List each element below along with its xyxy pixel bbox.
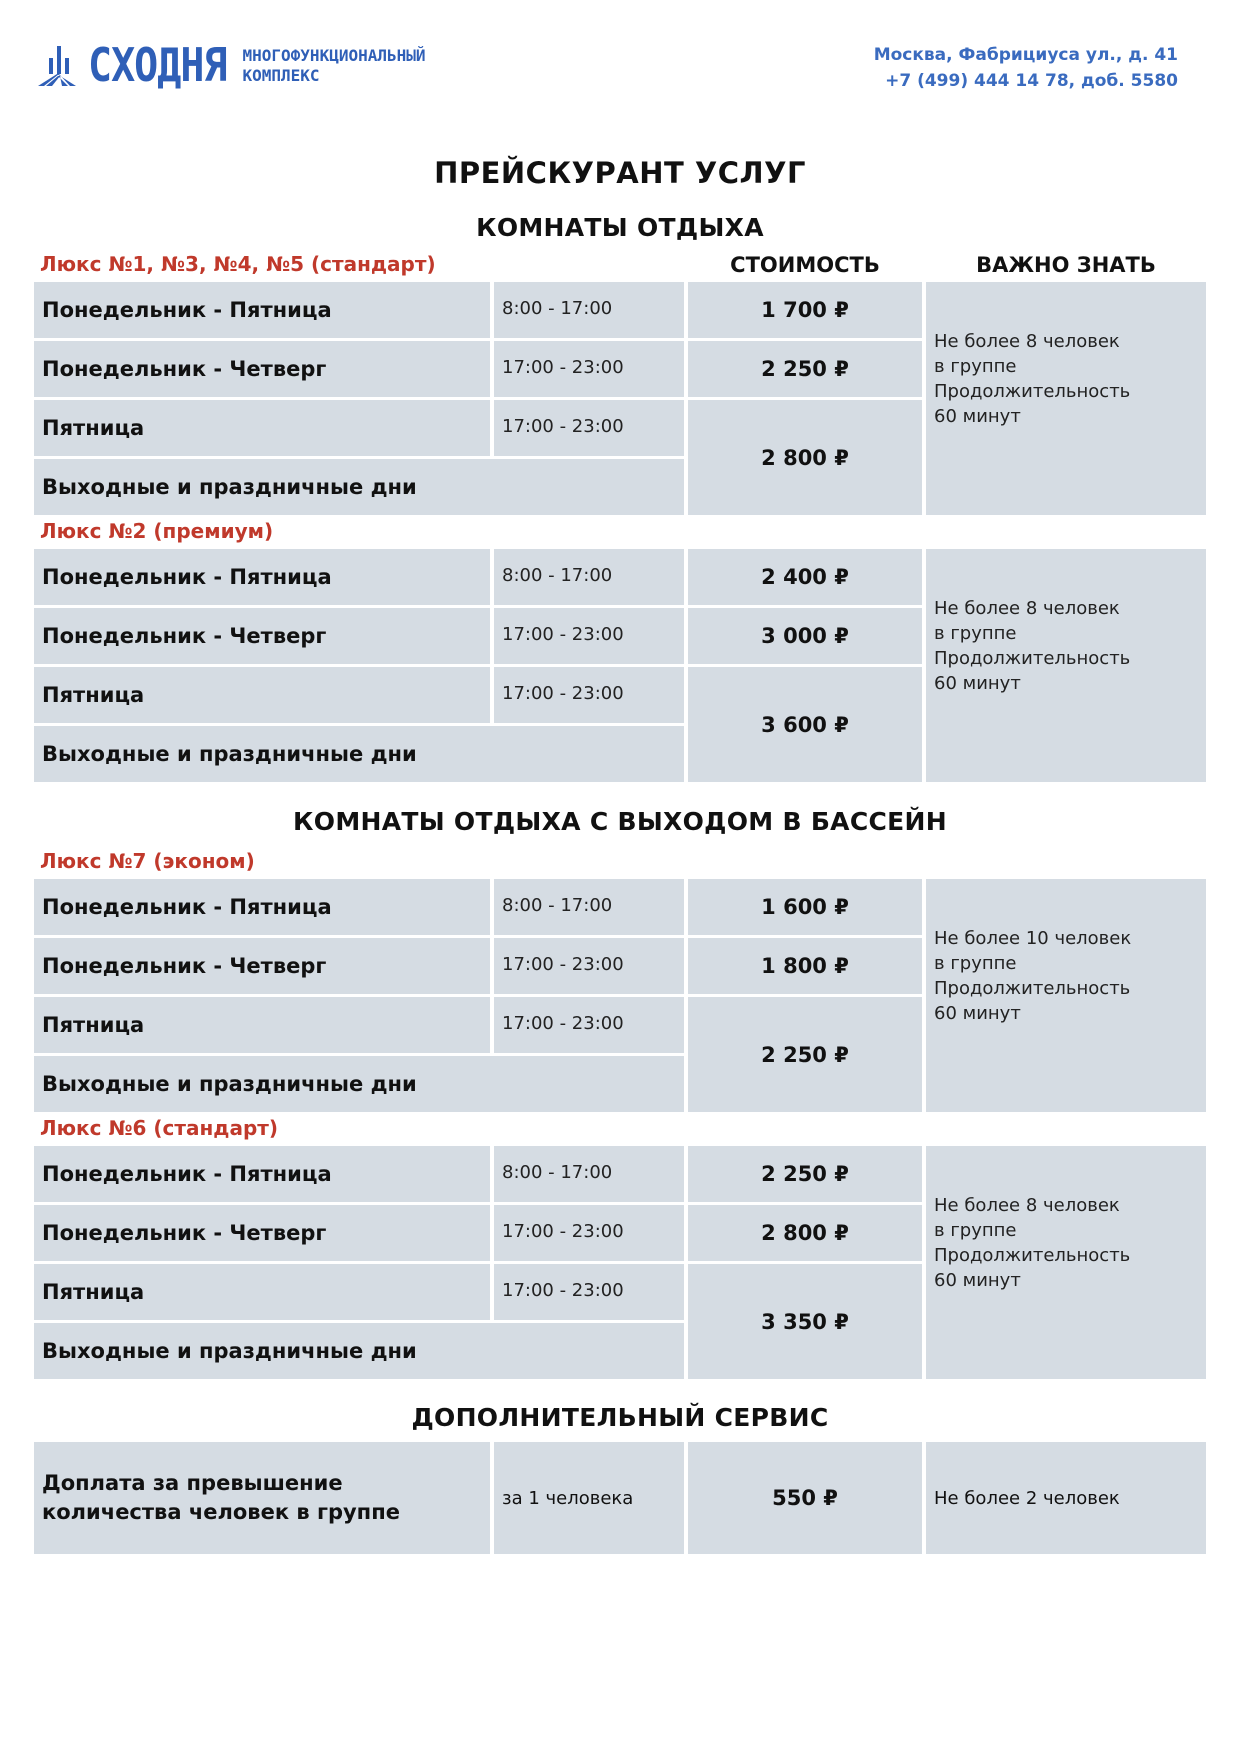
info-cell [926,282,1206,515]
day-cell: Выходные и праздничные дни [34,459,684,515]
day-cell: Понедельник - Пятница [34,1146,490,1202]
section-title-pool-rooms: КОМНАТЫ ОТДЫХА С ВЫХОДОМ В БАССЕЙН [293,807,947,836]
logo-subtitle [243,46,426,86]
price-cell: 2 250 ₽ [688,997,922,1112]
extra-service-table [34,1442,1206,1554]
time-cell: 8:00 - 17:00 [494,1146,684,1202]
extra-service-name [34,1442,490,1554]
time-cell: 17:00 - 23:00 [494,1264,684,1320]
column-header-price: СТОИМОСТЬ [730,253,880,277]
info-line: в группе [934,1219,1017,1241]
section-title-extra-service: ДОПОЛНИТЕЛЬНЫЙ СЕРВИС [411,1403,829,1432]
info-line: 60 минут [934,405,1021,427]
price-cell: 3 000 ₽ [688,608,922,664]
day-cell: Пятница [34,667,490,723]
price-cell: 2 400 ₽ [688,549,922,605]
day-cell: Понедельник - Пятница [34,549,490,605]
info-line: Продолжительность [934,1244,1131,1266]
price-table [34,282,1206,518]
time-cell: 17:00 - 23:00 [494,341,684,397]
info-line: Продолжительность [934,380,1131,402]
day-cell: Понедельник - Пятница [34,879,490,935]
suite-label: Люкс №1, №3, №4, №5 (стандарт) [40,252,436,276]
price-cell: 3 600 ₽ [688,667,922,782]
extra-service-note: Не более 2 человек [926,1442,1206,1554]
day-cell: Понедельник - Четверг [34,938,490,994]
info-cell [926,1146,1206,1379]
logo-subtitle-line2: КОМПЛЕКС [242,66,320,85]
time-cell: 17:00 - 23:00 [494,400,684,456]
day-cell: Пятница [34,400,490,456]
price-cell: 1 700 ₽ [688,282,922,338]
page-title: ПРЕЙСКУРАНТ УСЛУГ [434,156,806,190]
extra-service-price: 550 ₽ [688,1442,922,1554]
info-line: в группе [934,952,1017,974]
day-cell: Выходные и праздничные дни [34,1056,684,1112]
info-line: Не более 8 человек [934,1194,1120,1216]
day-cell: Понедельник - Пятница [34,282,490,338]
time-cell: 17:00 - 23:00 [494,938,684,994]
logo-name: СХОДНЯ [88,39,227,93]
info-cell [926,879,1206,1112]
day-cell: Понедельник - Четверг [34,341,490,397]
info-line: Не более 10 человек [934,927,1132,949]
info-line: в группе [934,622,1017,644]
time-cell: 17:00 - 23:00 [494,608,684,664]
info-cell [926,549,1206,782]
time-cell: 8:00 - 17:00 [494,549,684,605]
suite-label: Люкс №2 (премиум) [40,519,274,543]
extra-service-line2: количества человек в группе [42,1500,400,1524]
time-cell: 8:00 - 17:00 [494,282,684,338]
logo [36,39,426,93]
info-line: Не более 8 человек [934,597,1120,619]
contacts [874,42,1178,94]
logo-subtitle-line1: МНОГОФУНКЦИОНАЛЬНЫЙ [242,46,426,65]
day-cell: Понедельник - Четверг [34,608,490,664]
info-line: Продолжительность [934,647,1131,669]
phone: +7 (499) 444 14 78, доб. 5580 [885,71,1178,91]
info-line: в группе [934,355,1017,377]
column-header-info: ВАЖНО ЗНАТЬ [976,253,1156,277]
time-cell: 17:00 - 23:00 [494,1205,684,1261]
price-table [34,1146,1206,1382]
day-cell: Пятница [34,1264,490,1320]
info-line: Продолжительность [934,977,1131,999]
day-cell: Пятница [34,997,490,1053]
extra-service-unit: за 1 человека [494,1442,684,1554]
day-cell: Выходные и праздничные дни [34,726,684,782]
suite-label: Люкс №7 (эконом) [40,849,255,873]
price-cell: 2 800 ₽ [688,400,922,515]
price-cell: 1 600 ₽ [688,879,922,935]
extra-service-line1: Доплата за превышение [42,1471,343,1495]
time-cell: 8:00 - 17:00 [494,879,684,935]
price-cell: 2 250 ₽ [688,1146,922,1202]
suite-label: Люкс №6 (стандарт) [40,1116,278,1140]
logo-mark-icon [36,44,78,88]
info-line: 60 минут [934,1269,1021,1291]
page-header [0,0,1240,110]
price-cell: 2 800 ₽ [688,1205,922,1261]
address: Москва, Фабрициуса ул., д. 41 [873,45,1178,65]
price-table [34,549,1206,785]
price-cell: 1 800 ₽ [688,938,922,994]
time-cell: 17:00 - 23:00 [494,667,684,723]
info-line: Не более 8 человек [934,330,1120,352]
day-cell: Понедельник - Четверг [34,1205,490,1261]
price-cell: 2 250 ₽ [688,341,922,397]
day-cell: Выходные и праздничные дни [34,1323,684,1379]
time-cell: 17:00 - 23:00 [494,997,684,1053]
section-title-rest-rooms: КОМНАТЫ ОТДЫХА [476,213,764,242]
info-line: 60 минут [934,672,1021,694]
price-table [34,879,1206,1115]
info-line: 60 минут [934,1002,1021,1024]
price-cell: 3 350 ₽ [688,1264,922,1379]
